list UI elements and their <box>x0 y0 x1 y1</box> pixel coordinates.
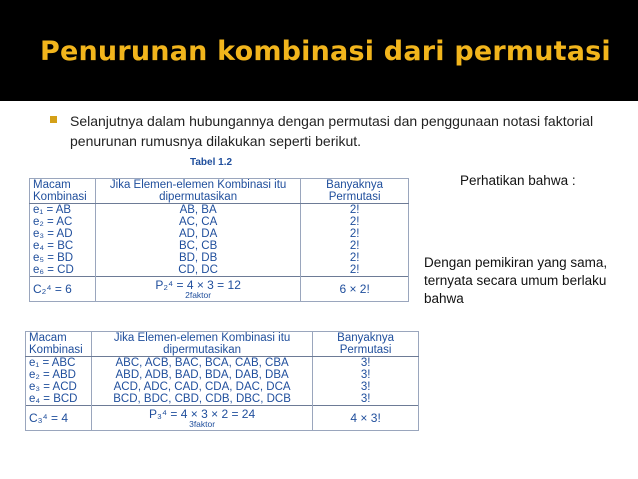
cell-kombinasi: e₃ = ACD <box>26 381 92 393</box>
cell-banyaknya: 3! <box>313 393 419 406</box>
note-general: Dengan pemikiran yang sama, ternyata secara umum berlaku bahwa <box>424 255 608 306</box>
cell-permutasi: AD, DA <box>95 228 300 240</box>
cell-permutasi: BC, CB <box>95 240 300 252</box>
slide-title: Penurunan kombinasi dari permutasi <box>40 36 611 67</box>
factor-count-label: 3faktor <box>189 418 216 429</box>
table-row <box>26 357 419 370</box>
table-sum-row <box>26 406 419 431</box>
cell-kombinasi: e₄ = BCD <box>26 393 92 406</box>
combination-table-1 <box>29 178 409 302</box>
cell-permutasi: BCD, BDC, CBD, CDB, DBC, DCB <box>91 393 312 406</box>
cell-kombinasi: e₃ = AD <box>30 228 96 240</box>
cell-combination-count: C₂⁴ = 6 <box>30 277 96 302</box>
header-dipermutasikan: Jika Elemen-elemen Kombinasi itu dipermutasikan <box>95 179 300 204</box>
intro-paragraph: Selanjutnya dalam hubungannya dengan permutasi dan penggunaan notasi faktorial penurunan rumusnya dilakukan seperti berikut. <box>70 113 594 149</box>
header-banyaknya: Banyaknya Permutasi <box>313 332 419 357</box>
table-row <box>30 252 409 264</box>
cell-permutasi: ACD, ADC, CAD, CDA, DAC, DCA <box>91 381 312 393</box>
cell-total: 4 × 3! <box>313 406 419 431</box>
cell-banyaknya: 2! <box>301 204 409 217</box>
cell-permutation-formula <box>95 277 300 302</box>
table-row <box>26 369 419 381</box>
cell-permutasi: AC, CA <box>95 216 300 228</box>
table-row <box>30 240 409 252</box>
cell-permutasi: AB, BA <box>95 204 300 217</box>
title-bar <box>0 0 638 101</box>
table-row <box>30 216 409 228</box>
permutation-formula: P₃⁴ = 4 × 3 × 2 = 24 <box>149 406 256 421</box>
cell-banyaknya: 3! <box>313 369 419 381</box>
header-dipermutasikan: Jika Elemen-elemen Kombinasi itu dipermutasikan <box>91 332 312 357</box>
permutation-formula: P₂⁴ = 4 × 3 = 12 <box>155 277 241 292</box>
cell-banyaknya: 2! <box>301 252 409 264</box>
cell-kombinasi: e₂ = AC <box>30 216 96 228</box>
cell-banyaknya: 2! <box>301 228 409 240</box>
table-sum-row <box>30 277 409 302</box>
cell-banyaknya: 2! <box>301 264 409 277</box>
header-kombinasi: Macam Kombinasi <box>26 332 92 357</box>
cell-kombinasi: e₂ = ABD <box>26 369 92 381</box>
cell-permutation-formula <box>91 406 312 431</box>
table-row <box>26 381 419 393</box>
cell-kombinasi: e₁ = AB <box>30 204 96 217</box>
table-row <box>26 393 419 406</box>
note-observe: Perhatikan bahwa : <box>460 173 576 188</box>
cell-banyaknya: 2! <box>301 216 409 228</box>
header-banyaknya: Banyaknya Permutasi <box>301 179 409 204</box>
cell-kombinasi: e₆ = CD <box>30 264 96 277</box>
cell-permutasi: BD, DB <box>95 252 300 264</box>
cell-banyaknya: 3! <box>313 381 419 393</box>
cell-kombinasi: e₄ = BC <box>30 240 96 252</box>
cell-banyaknya: 3! <box>313 357 419 370</box>
cell-kombinasi: e₅ = BD <box>30 252 96 264</box>
factor-count-label: 2faktor <box>185 289 212 300</box>
cell-kombinasi: e₁ = ABC <box>26 357 92 370</box>
cell-permutasi: ABD, ADB, BAD, BDA, DAB, DBA <box>91 369 312 381</box>
table-caption: Tabel 1.2 <box>190 157 233 168</box>
header-kombinasi: Macam Kombinasi <box>30 179 96 204</box>
cell-banyaknya: 2! <box>301 240 409 252</box>
bullet-square-icon <box>50 116 57 123</box>
cell-combination-count: C₃⁴ = 4 <box>26 406 92 431</box>
cell-permutasi: ABC, ACB, BAC, BCA, CAB, CBA <box>91 357 312 370</box>
table-row <box>30 204 409 217</box>
cell-total: 6 × 2! <box>301 277 409 302</box>
cell-permutasi: CD, DC <box>95 264 300 277</box>
table-row <box>30 228 409 240</box>
combination-table-2 <box>25 331 419 431</box>
table-row <box>30 264 409 277</box>
